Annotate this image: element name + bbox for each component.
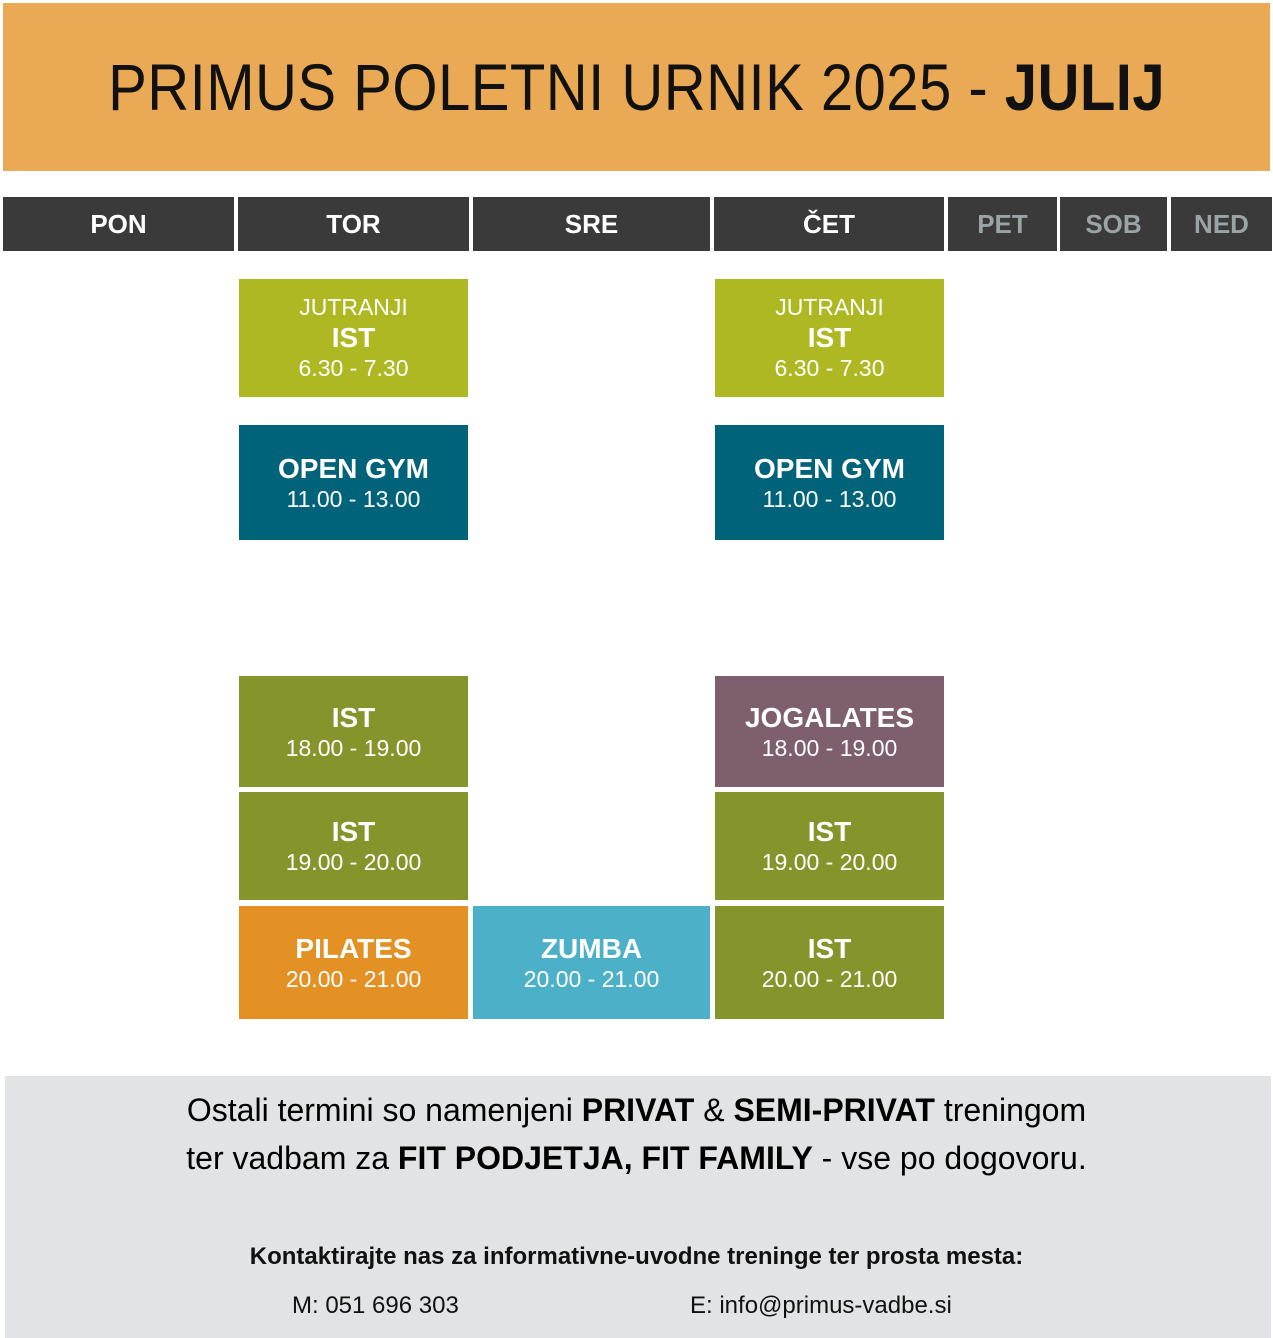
class-name: IST [331,322,376,354]
class-block-wed-zumba [473,906,710,1019]
contact-heading: Kontaktirajte nas za informativne-uvodne treninge ter prosta mesta: [249,1243,1024,1270]
day-header-wed: SRE [473,197,710,251]
class-name: ZUMBA [540,932,643,964]
class-name: IST [331,701,376,733]
contact-phone: M: 051 696 303 [292,1292,459,1319]
class-name: OPEN GYM [754,452,905,484]
class-block-tue-morning-ist [239,279,468,397]
class-time: 19.00 - 20.00 [285,849,422,875]
class-time: 20.00 - 21.00 [761,965,898,992]
day-header-mon: PON [3,197,234,251]
class-name: IST [807,932,852,964]
class-time: 11.00 - 13.00 [286,485,421,512]
info-line-2: ter vadbam za FIT PODJETJA, FIT FAMILY - vse po dogovoru. [186,1140,1087,1176]
class-block-tue-ist-19 [239,792,468,900]
class-time: 6.30 - 7.30 [298,354,409,381]
class-prefix: JUTRANJI [299,293,408,320]
day-header-sun: NED [1171,197,1272,251]
class-block-thu-ist-19 [715,792,944,900]
class-block-tue-open-gym [239,425,468,540]
day-header-thu: ČET [714,197,944,251]
class-time: 20.00 - 21.00 [523,965,660,992]
class-name: JOGALATES [744,701,915,733]
class-name: IST [807,322,852,354]
class-time: 19.00 - 20.00 [761,849,898,875]
class-block-thu-morning-ist [715,279,944,397]
class-block-thu-jogalates [715,676,944,787]
class-name: OPEN GYM [278,452,429,484]
class-time: 18.00 - 19.00 [761,734,898,761]
title-month: JULIJ [1004,50,1166,124]
class-time: 6.30 - 7.30 [774,354,885,381]
class-time: 11.00 - 13.00 [762,485,897,512]
page-title [108,49,1165,125]
class-block-tue-ist-18 [239,676,468,787]
title-banner [3,3,1270,171]
class-prefix: JUTRANJI [775,293,884,320]
class-block-thu-ist-20 [715,906,944,1019]
day-header-tue: TOR [238,197,469,251]
class-block-tue-pilates [239,906,468,1019]
title-main: PRIMUS POLETNI URNIK 2025 - [107,50,1005,124]
info-line-1: Ostali termini so namenjeni PRIVAT & SEMI-PRIVAT treningom [186,1092,1087,1128]
class-block-thu-open-gym [715,425,944,540]
class-name: IST [807,816,852,848]
class-time: 20.00 - 21.00 [285,965,422,992]
day-header-fri: PET [948,197,1057,251]
contact-email: E: info@primus-vadbe.si [690,1292,952,1319]
class-name: PILATES [295,932,412,964]
day-header-sat: SOB [1060,197,1167,251]
class-time: 18.00 - 19.00 [285,734,422,761]
class-name: IST [331,816,376,848]
